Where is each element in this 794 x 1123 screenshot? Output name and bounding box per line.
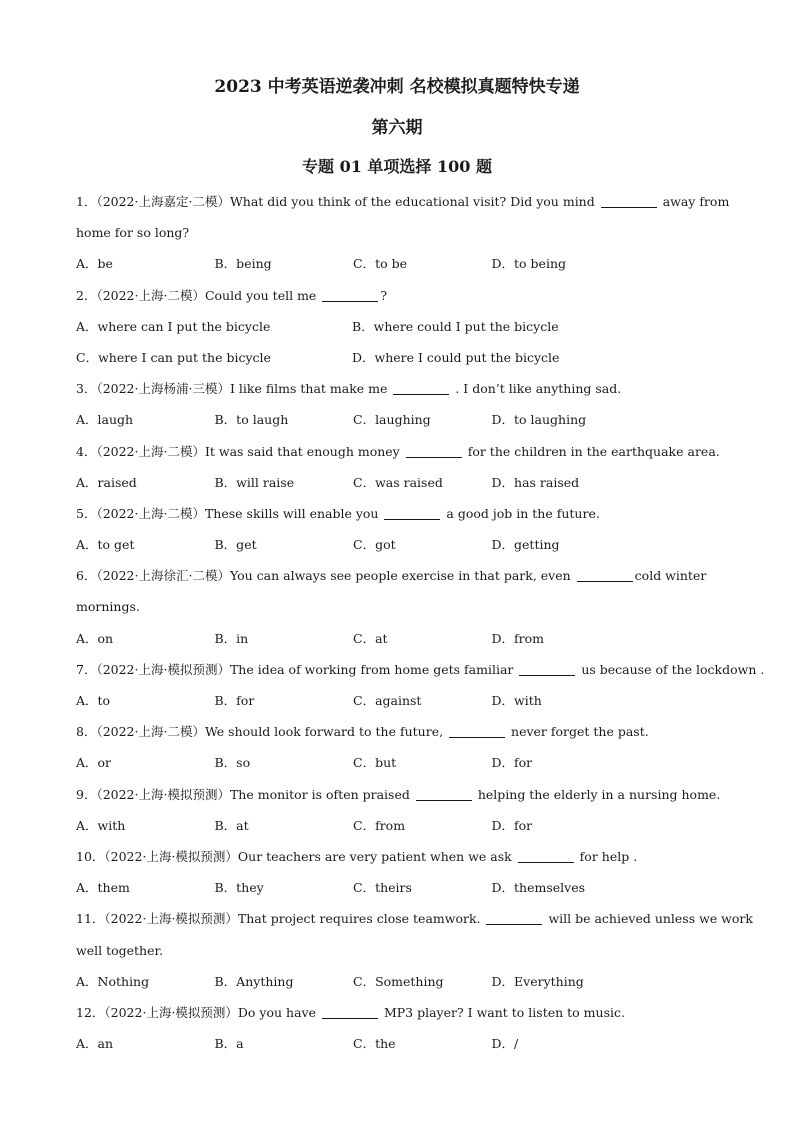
answer-option: D．to being — [491, 256, 566, 272]
options-row — [76, 529, 726, 560]
answer-blank — [393, 380, 449, 395]
question-text-continued: helping the elderly in a nursing home. — [473, 786, 721, 802]
question-text-line — [76, 373, 726, 404]
answer-option: A．to get — [76, 537, 135, 553]
question-text-continued: cold winter — [634, 568, 707, 584]
answer-option: C．was raised — [353, 474, 443, 490]
answer-option: B．for — [214, 693, 255, 708]
question-text: 10．（2022·上海·模拟预测）Our teachers are very patient when we ask — [76, 848, 516, 864]
question-item — [76, 186, 730, 280]
options-row — [76, 872, 726, 903]
answer-option: B．where could I put the bicycle — [352, 318, 559, 334]
options-row — [76, 747, 726, 778]
answer-option: D．/ — [491, 1036, 519, 1052]
answer-option: B．in — [214, 630, 249, 646]
answer-blank — [577, 567, 633, 582]
answer-option: C．theirs — [353, 880, 412, 896]
options-row — [76, 810, 726, 841]
question-text-line — [76, 280, 726, 311]
answer-option: B．a — [214, 1036, 244, 1052]
question-item — [76, 280, 726, 374]
question-text: home for so long? — [76, 225, 190, 241]
question-text-continued: never forget the past. — [507, 724, 649, 740]
answer-option: D．with — [491, 693, 542, 708]
question-text-line — [76, 841, 726, 872]
options-row — [76, 467, 726, 498]
options-row — [76, 248, 726, 279]
question-text-continued: us because of the lockdown . — [577, 661, 765, 677]
answer-option: D．has raised — [491, 474, 580, 490]
options-row — [76, 311, 726, 342]
question-text: 11．（2022·上海·模拟预测）That project requires close teamwork. — [76, 911, 485, 927]
question-text-continued: for the children in the earthquake area. — [463, 443, 720, 459]
question-text: 2．（2022·上海·二模）Could you tell me — [76, 287, 321, 303]
answer-option: C．got — [353, 537, 396, 553]
answer-option: D．from — [491, 630, 545, 646]
question-text: 1．（2022·上海嘉定·二模）What did you think of the educational visit? Did you mind — [76, 194, 599, 209]
question-text-line — [76, 935, 726, 966]
answer-option: D．where I could put the bicycle — [352, 349, 560, 365]
answer-blank — [486, 910, 542, 925]
question-item — [76, 498, 726, 560]
question-item — [76, 997, 726, 1059]
answer-option: C．to be — [353, 256, 407, 272]
question-text: 9．（2022·上海·模拟预测）The monitor is often praised — [76, 786, 414, 802]
question-item — [76, 779, 726, 841]
topic-heading: 专题 01 单项选择 100 题 — [302, 157, 492, 176]
question-text: 7．（2022·上海·模拟预测）The idea of working from home gets familiar — [76, 661, 518, 677]
answer-blank — [322, 1004, 378, 1019]
question-text-line — [76, 186, 730, 217]
answer-option: B．so — [214, 755, 251, 771]
answer-option: C．Something — [353, 973, 444, 989]
question-text: 8．（2022·上海·二模）We should look forward to the future, — [76, 724, 448, 740]
options-row — [76, 966, 726, 997]
answer-blank — [601, 193, 657, 208]
question-item — [76, 841, 726, 903]
question-text-line — [76, 560, 726, 591]
answer-option: B．they — [214, 880, 264, 896]
question-text-line — [76, 591, 726, 622]
answer-blank — [518, 848, 574, 863]
answer-option: A．raised — [76, 474, 137, 490]
answer-option: B．get — [214, 537, 257, 553]
options-row — [76, 1028, 726, 1059]
question-text-line — [76, 903, 753, 934]
answer-option: D．themselves — [491, 880, 586, 896]
answer-option: A．with — [76, 817, 126, 833]
options-row — [76, 685, 726, 716]
answer-option: D．to laughing — [491, 412, 587, 428]
question-text: 12．（2022·上海·模拟预测）Do you have — [76, 1004, 320, 1020]
question-item — [76, 560, 726, 654]
answer-option: C．the — [353, 1036, 396, 1052]
answer-option: A．be — [76, 256, 113, 272]
answer-option: A．where can I put the bicycle — [76, 318, 271, 334]
question-text-line — [76, 217, 726, 248]
question-text-line — [76, 779, 726, 810]
answer-blank — [416, 786, 472, 801]
question-text: well together. — [76, 942, 164, 958]
options-row — [76, 404, 726, 435]
question-item — [76, 373, 726, 435]
answer-blank — [449, 723, 505, 738]
answer-option: A．to — [76, 693, 111, 708]
answer-option: A．laugh — [76, 412, 134, 428]
answer-option: D．Everything — [491, 973, 584, 989]
question-item — [76, 436, 726, 498]
question-text-continued: . I don’t like anything sad. — [451, 381, 622, 397]
answer-blank — [406, 443, 462, 458]
question-text-line — [76, 716, 726, 747]
answer-option: B．Anything — [214, 973, 294, 989]
answer-option: D．for — [491, 755, 533, 771]
issue-label: 第六期 — [371, 118, 423, 138]
answer-option: C．where I can put the bicycle — [76, 349, 271, 365]
document-title: 2023 中考英语逆袭冲刺 名校模拟真题特快专递 — [214, 77, 580, 97]
question-text-line — [76, 498, 726, 529]
question-text-continued: for help . — [575, 848, 638, 864]
question-list — [76, 186, 765, 1059]
question-text: 5．（2022·上海·二模）These skills will enable you — [76, 505, 383, 521]
answer-option: B．at — [214, 817, 249, 833]
question-text-continued: will be achieved unless we work — [544, 911, 753, 927]
answer-option: C．laughing — [353, 412, 431, 428]
answer-option: C．but — [353, 755, 397, 771]
question-text-continued: away from — [658, 194, 730, 209]
question-item — [76, 654, 765, 716]
answer-option: A．or — [76, 755, 112, 771]
question-text-continued: ? — [380, 287, 388, 303]
answer-blank — [322, 287, 378, 302]
answer-option: B．being — [214, 256, 272, 272]
answer-blank — [519, 661, 575, 676]
answer-option: C．at — [353, 630, 388, 646]
question-item — [76, 716, 726, 778]
answer-option: A．on — [76, 630, 114, 646]
options-row — [76, 342, 726, 373]
options-row — [76, 623, 726, 654]
answer-option: B．will raise — [214, 474, 295, 490]
question-text-line — [76, 654, 765, 685]
question-text: mornings. — [76, 599, 140, 615]
question-text-line — [76, 997, 726, 1028]
question-item — [76, 903, 753, 997]
answer-option: C．from — [353, 817, 406, 833]
question-text-continued: MP3 player? I want to listen to music. — [379, 1004, 625, 1020]
question-text: 3．（2022·上海杨浦·三模）I like films that make me — [76, 381, 392, 397]
answer-option: D．for — [491, 817, 533, 833]
question-text-continued: a good job in the future. — [442, 505, 600, 521]
answer-blank — [384, 505, 440, 520]
question-text-line — [76, 436, 726, 467]
answer-option: A．an — [76, 1036, 114, 1052]
answer-option: B．to laugh — [214, 412, 289, 428]
answer-option: C．against — [353, 693, 422, 708]
question-text: 4．（2022·上海·二模）It was said that enough money — [76, 443, 404, 459]
answer-option: D．getting — [491, 537, 560, 553]
question-text: 6．（2022·上海徐汇·二模）You can always see people exercise in that park, even — [76, 568, 575, 584]
answer-option: A．Nothing — [76, 973, 150, 989]
answer-option: A．them — [76, 880, 130, 896]
